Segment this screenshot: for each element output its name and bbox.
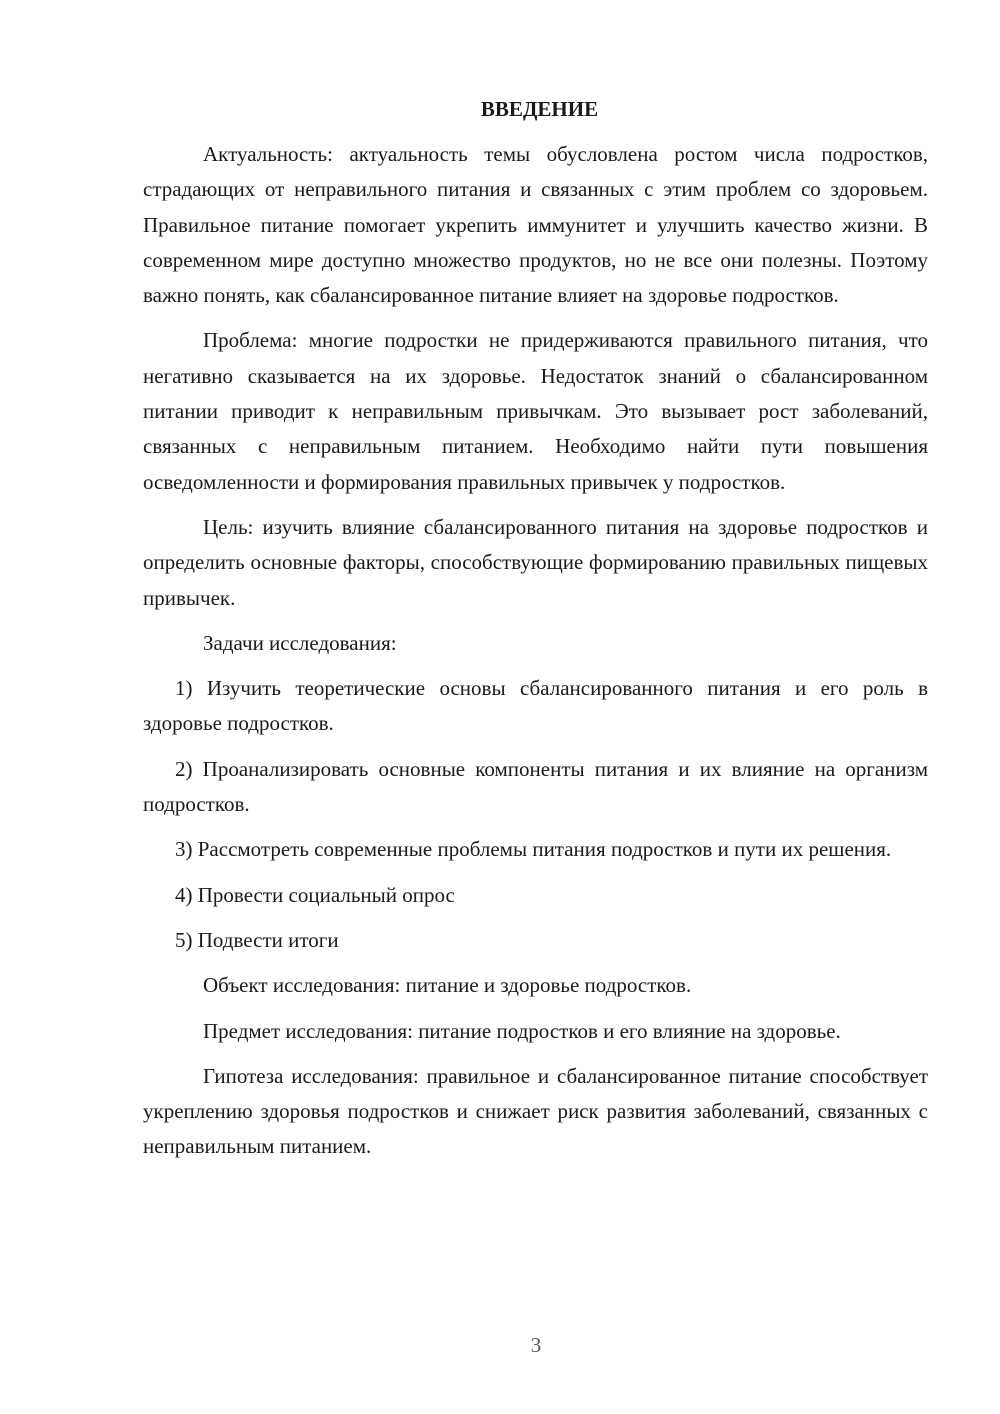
task-item-1: 1) Изучить теоретические основы сбалансированного питания и его роль в здоровье подростков. <box>143 676 928 736</box>
task-item-5: 5) Подвести итоги <box>175 927 339 952</box>
paragraph-relevance: Актуальность: актуальность темы обусловлена ростом числа подростков, страдающих от неправильного питания и связанных с этим проблем со здоровьем. Правильное питание помогает укрепить иммунитет и улучшить качество жизни. В современном мире доступно множество продуктов, но не все они полезны. Поэтому важно понять, как сбалансированное питание влияет на здоровье подростков. <box>143 142 928 308</box>
paragraph-goal: Цель: изучить влияние сбалансированного питания на здоровье подростков и определить основные факторы, способствующие формированию правильных пищевых привычек. <box>143 514 928 610</box>
section-heading: ВВЕДЕНИЕ <box>480 97 599 121</box>
task-item-4: 4) Провести социальный опрос <box>175 882 455 907</box>
paragraph-tasks-heading: Задачи исследования: <box>203 630 397 655</box>
paragraph-hypothesis: Гипотеза исследования: правильное и сбалансированное питание способствует укреплению здоровья подростков и снижает риск развития заболеваний, связанных с неправильным питанием. <box>143 1063 928 1159</box>
paragraph-object: Объект исследования: питание и здоровье подростков. <box>203 973 692 998</box>
paragraph-subject: Предмет исследования: питание подростков и его влияние на здоровье. <box>203 1018 841 1043</box>
paragraph-problem: Проблема: многие подростки не придерживаются правильного питания, что негативно сказывается на их здоровье. Недостаток знаний о сбалансированном питании приводит к неправильным привычкам. Это вызывает рост заболеваний, связанных с неправильным питанием. Необходимо найти пути повышения осведомленности и формирования правильных привычек у подростков. <box>143 328 928 494</box>
task-item-3: 3) Рассмотреть современные проблемы питания подростков и пути их решения. <box>175 837 892 862</box>
page-number: 3 <box>530 1333 542 1357</box>
task-item-2: 2) Проанализировать основные компоненты питания и их влияние на организм подростков. <box>143 756 928 817</box>
document-page <box>143 92 928 1175</box>
